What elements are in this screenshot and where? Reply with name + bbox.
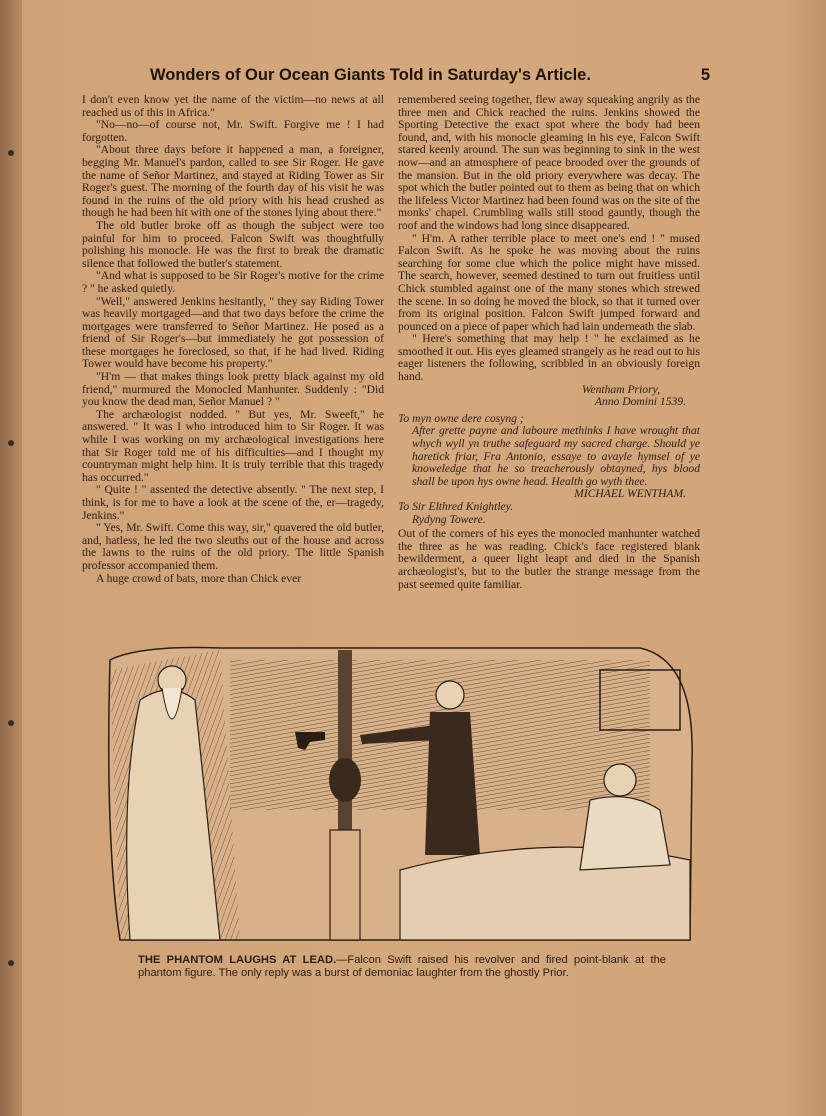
paragraph: " Quite ! " assented the detective absently. " The next step, I think, is for me to have a look at the scene of the, er—tragedy, Jenkins." (82, 483, 384, 522)
paragraph: Out of the corners of his eyes the monocled manhunter watched the three as he was reading. Chick's face registered blank bewilderment, a queer light leapt and died in the Spanish archæologist's, but to the butler the strange message from the past seemed quite familiar. (398, 527, 700, 591)
letter-salutation: To myn owne dere cosyng ; (398, 411, 524, 425)
letter-body: After grette payne and laboure methinks I have wrought that whych wyll yn truthe safeguard my sacred charge. Should ye haretick friar, Fra Antonio, essaye to avayle hymsel of ye knoweledge that he so treacherously obtayned, hys blood shall be upon hys owne head. Health go wyth thee. (412, 424, 700, 488)
letter-heading-line: Anno Domini 1539. (594, 395, 686, 409)
bed-frame (330, 830, 360, 940)
caption-text: —Falcon Swift raised his revolver and fired point-blank at the phantom figure. The only reply was a burst of demoniac laughter from the ghostly Prior. (138, 954, 667, 979)
chick-head (604, 764, 636, 796)
paragraph: "No—no—of course not, Mr. Swift. Forgive me ! I had forgotten. (82, 118, 384, 144)
chick-in-bed (580, 797, 670, 870)
old-letter (398, 413, 700, 526)
paragraph: " Yes, Mr. Swift. Come this way, sir," quavered the old butler, and, hatless, he led the two sleuths out of the house and across the lawns to the ruins of the old priory. The little Spanish professor accompanied them. (82, 521, 384, 572)
letter-signature: MICHAEL WENTHAM. (574, 487, 686, 501)
paragraph: I don't even know yet the name of the victim—no news at all reached us of this in Africa." (82, 94, 384, 119)
paragraph: A huge crowd of bats, more than Chick ever (96, 571, 302, 585)
paragraph: "And what is supposed to be Sir Roger's motive for the crime ? " he asked quietly. (82, 269, 384, 295)
caption-lead: THE PHANTOM LAUGHS AT LEAD. (138, 954, 337, 966)
binding-edge (0, 0, 22, 1116)
header-title: Wonders of Our Ocean Giants Told in Saturday's Article. (150, 66, 591, 84)
illustration-caption (138, 954, 666, 979)
paragraph: "Well," answered Jenkins hesitantly, " they say Riding Tower was heavily mortgaged—and that two days before the crime the mortgages were transferred to Señor Martinez. He posed as a friend of Sir Roger's—but immediately he got possession of these mortgages he foreclosed, so that, if he had lived. Riding Tower would have become his property." (82, 294, 384, 371)
falcon-swift-head (436, 681, 464, 709)
letter-heading (398, 384, 700, 409)
stitch-hole (8, 150, 14, 156)
bedpost-knob (329, 758, 361, 802)
paragraph: " Here's something that may help ! " he exclaimed as he smoothed it out. His eyes gleamed strangely as he read out to his eager listeners the following, scribbled in an obviously foreign hand. (398, 332, 700, 384)
paragraph: The archæologist nodded. " But yes, Mr. Sweeft," he answered. " It was I who introduced him to Sir Roger. It was while I was working on my archæological investigations here that Sir Roger told me of his difficulties—and I thought my countryman might help him. It is truly terrible that this tragedy has occurred." (82, 407, 384, 484)
paragraph: The old butler broke off as though the subject were too painful for him to proceed. Falcon Swift was thoughtfully polishing his monocle. He was the first to break the dramatic silence that followed the butler's statement. (82, 218, 384, 270)
paragraph: "About three days before it happened a man, a foreigner, begging Mr. Manuel's pardon, called to see Sir Roger. He gave the name of Señor Martinez, and stayed at Riding Tower as Sir Roger's guest. The morning of the fourth day of his visit he was found in the ruins of the old priory with his head crushed as though he had been hit with one of the stones lying about there." (82, 143, 384, 220)
stitch-hole (8, 720, 14, 726)
paragraph: remembered seeing together, flew away squeaking angrily as the three men and Chick reached the ruins. Jenkins showed the Sporting Detective the exact spot where the body had been found, and, with his monocle gleaming in his eye, Falcon Swift stared keenly around. The sun was beginning to sink in the west now—and an atmosphere of peace brooded over the grounds of the mansion. But in the old priory everywhere was decay. The spot which the butler pointed out to them as being that on which the lifeless Victor Martinez had been found was on the site of the monks' chapel. Crumbling walls still stood gauntly, though the roof and the windows had long since disappeared. (398, 94, 700, 232)
stitch-hole (8, 960, 14, 966)
story-illustration (100, 640, 700, 950)
letter-address: To Sir Elthred Knightley. (398, 500, 514, 513)
page-number: 5 (700, 66, 710, 84)
stitch-hole (8, 440, 14, 446)
paragraph: " H'm. A rather terrible place to meet one's end ! " mused Falcon Swift. As he spoke he was moving about the ruins searching for some clue which the police might have missed. The search, however, seemed destined to turn out fruitless until Chick stumbled against one of the many stones which strewed the scene. In so doing he moved the block, so that it turned over from its original position. Falcon Swift jumped forward and pounced on a piece of paper which had lain underneath the slab. (398, 231, 700, 333)
letter-address: Rydyng Towere. (412, 512, 486, 526)
running-header (150, 66, 710, 85)
right-column (398, 94, 700, 632)
paragraph: "H'm — that makes things look pretty black against my old friend," murmured the Monocled Manhunter. Suddenly : "Did you know the dead man, Señor Manuel ? " (82, 370, 384, 409)
left-column (82, 94, 384, 632)
letter-heading-line: Wentham Priory, (581, 382, 660, 396)
